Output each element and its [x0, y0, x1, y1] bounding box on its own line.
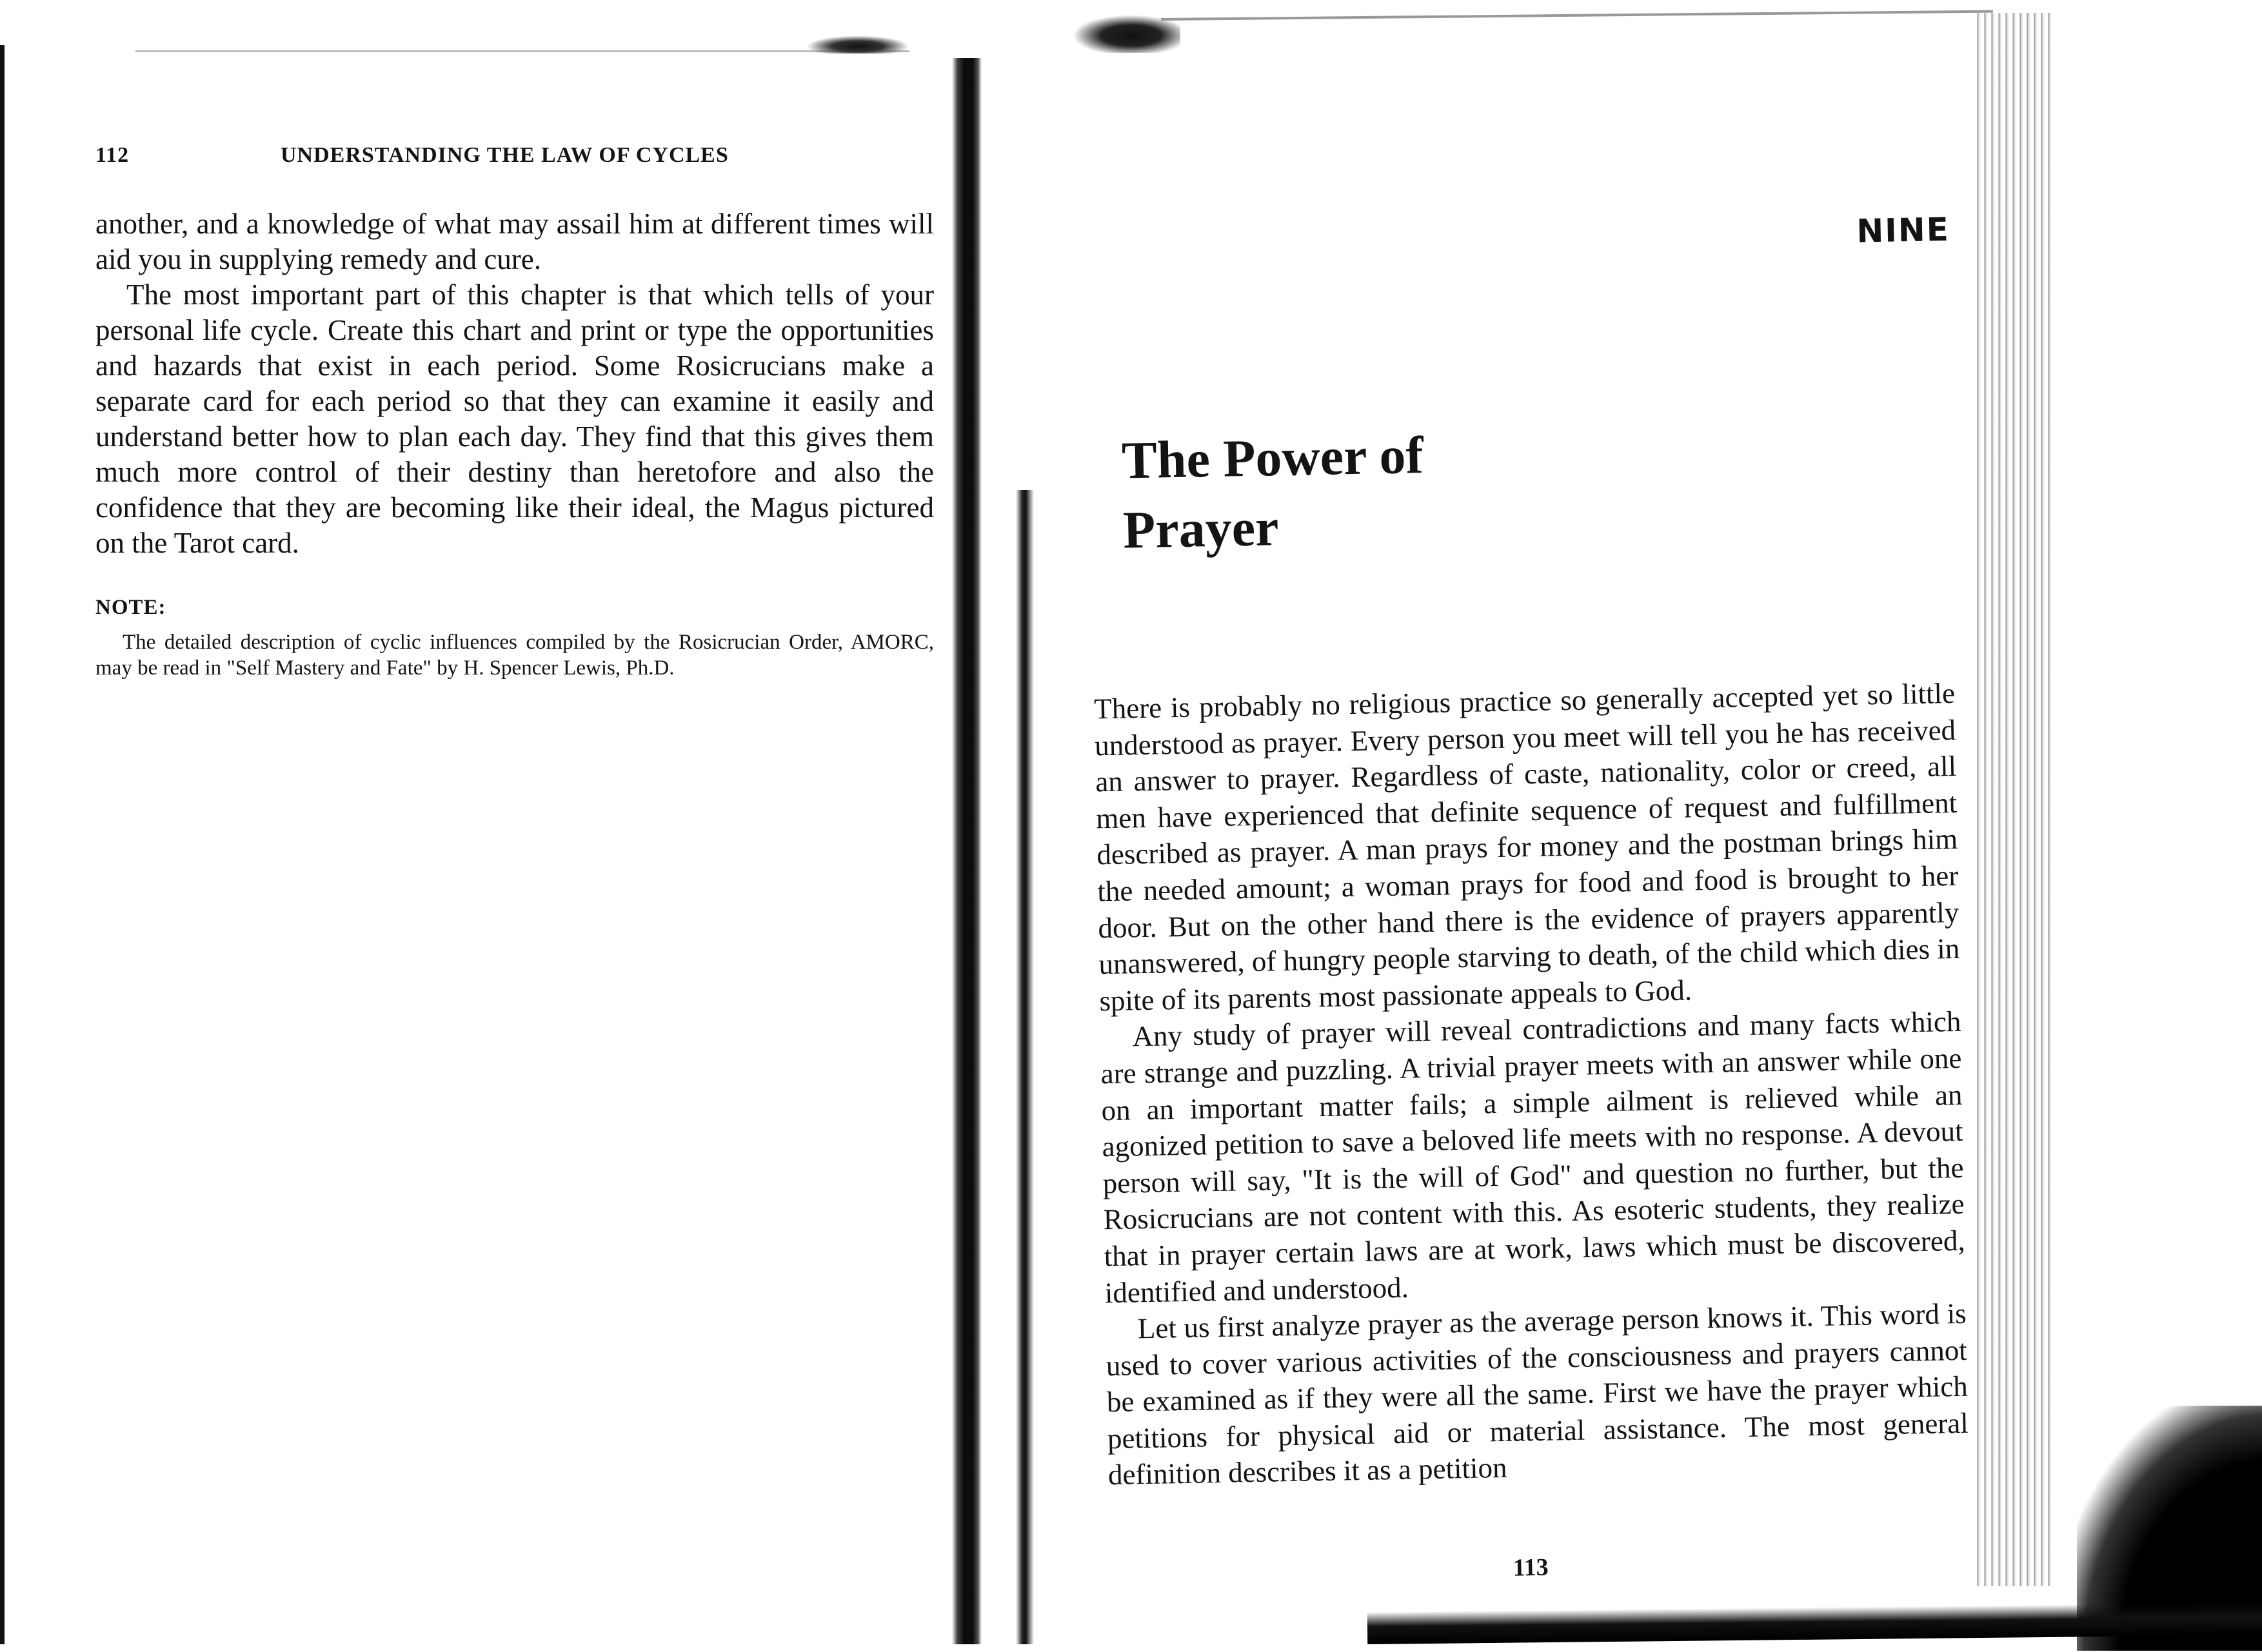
left-page-number: 112 [95, 143, 130, 167]
book-gutter-shadow [952, 58, 982, 1644]
chapter-title-line: Prayer [1122, 498, 1280, 560]
note-label: NOTE: [95, 596, 166, 619]
right-paragraph: There is probably no religious practice so generally accepted yet so little understood as prayer. Every person you meet will tell you he has received an answer to prayer. Regardless of caste, nationality, color or creed, all men have experienced that definite sequence of request and fulfillment described as prayer. A man prays for money and the postman brings him the needed amount; a woman prays for food and food is brought to her door. But on the other hand there is the evidence of prayers apparently unanswered, of hungry people starving to death, of the child which dies in spite of its parents most passionate appeals to God. [1093, 676, 1960, 1018]
chapter-number: NINE [1856, 210, 1950, 250]
running-head: UNDERSTANDING THE LAW OF CYCLES [281, 143, 729, 167]
page-stack-edge [1974, 13, 2051, 1586]
scan-smudge [806, 35, 909, 54]
left-paragraph: another, and a knowledge of what may assail him at different times will aid you in supplying remedy and cure. [95, 208, 934, 275]
book-gutter-shadow [1016, 490, 1034, 1644]
right-page-number: 113 [1513, 1553, 1549, 1582]
chapter-title [1121, 418, 1575, 565]
right-page-body [1094, 675, 1970, 1493]
right-paragraph: Let us first analyze prayer as the average person knows it. This word is used to cover various activities of the consciousness and prayers cannot be examined as if they were all the same. First we have the prayer which petitions for physical aid or material assistance. The most general definition describes it as a petition [1106, 1297, 1969, 1491]
left-paragraph: The most important part of this chapter is that which tells of your personal life cycle. Create this chart and print or type the opportunities and hazards that exist in each period. Some Rosicrucians make a separate card for each period so that they can examine it easily and understand better how to plan each day. They find that this gives them much more control of their destiny than heretofore and also the confidence that they are becoming like their ideal, the Magus pictured on the Tarot card. [95, 279, 934, 559]
page-top-edge-left [135, 50, 909, 52]
right-page [1068, 0, 1988, 1652]
left-page-body [95, 206, 934, 561]
chapter-title-line: The Power of [1121, 425, 1424, 490]
scan-left-edge [0, 45, 5, 1644]
note-text: The detailed description of cyclic influences compiled by the Rosicrucian Order, AMORC, may be read in "Self Mastery and Fate" by H. Spencer Lewis, Ph.D. [95, 631, 934, 680]
right-paragraph: Any study of prayer will reveal contradictions and many facts which are strange and puzzling. A trivial prayer meets with an answer while one on an important matter fails; a simple ailment is relieved while an agonized petition to save a beloved life meets with no response. A devout person will say, "It is the will of God" and question no further, but the Rosicrucians are not content with this. As esoteric students, they realize that in prayer certain laws are at work, laws which must be discovered, identified and understood. [1100, 1005, 1966, 1309]
